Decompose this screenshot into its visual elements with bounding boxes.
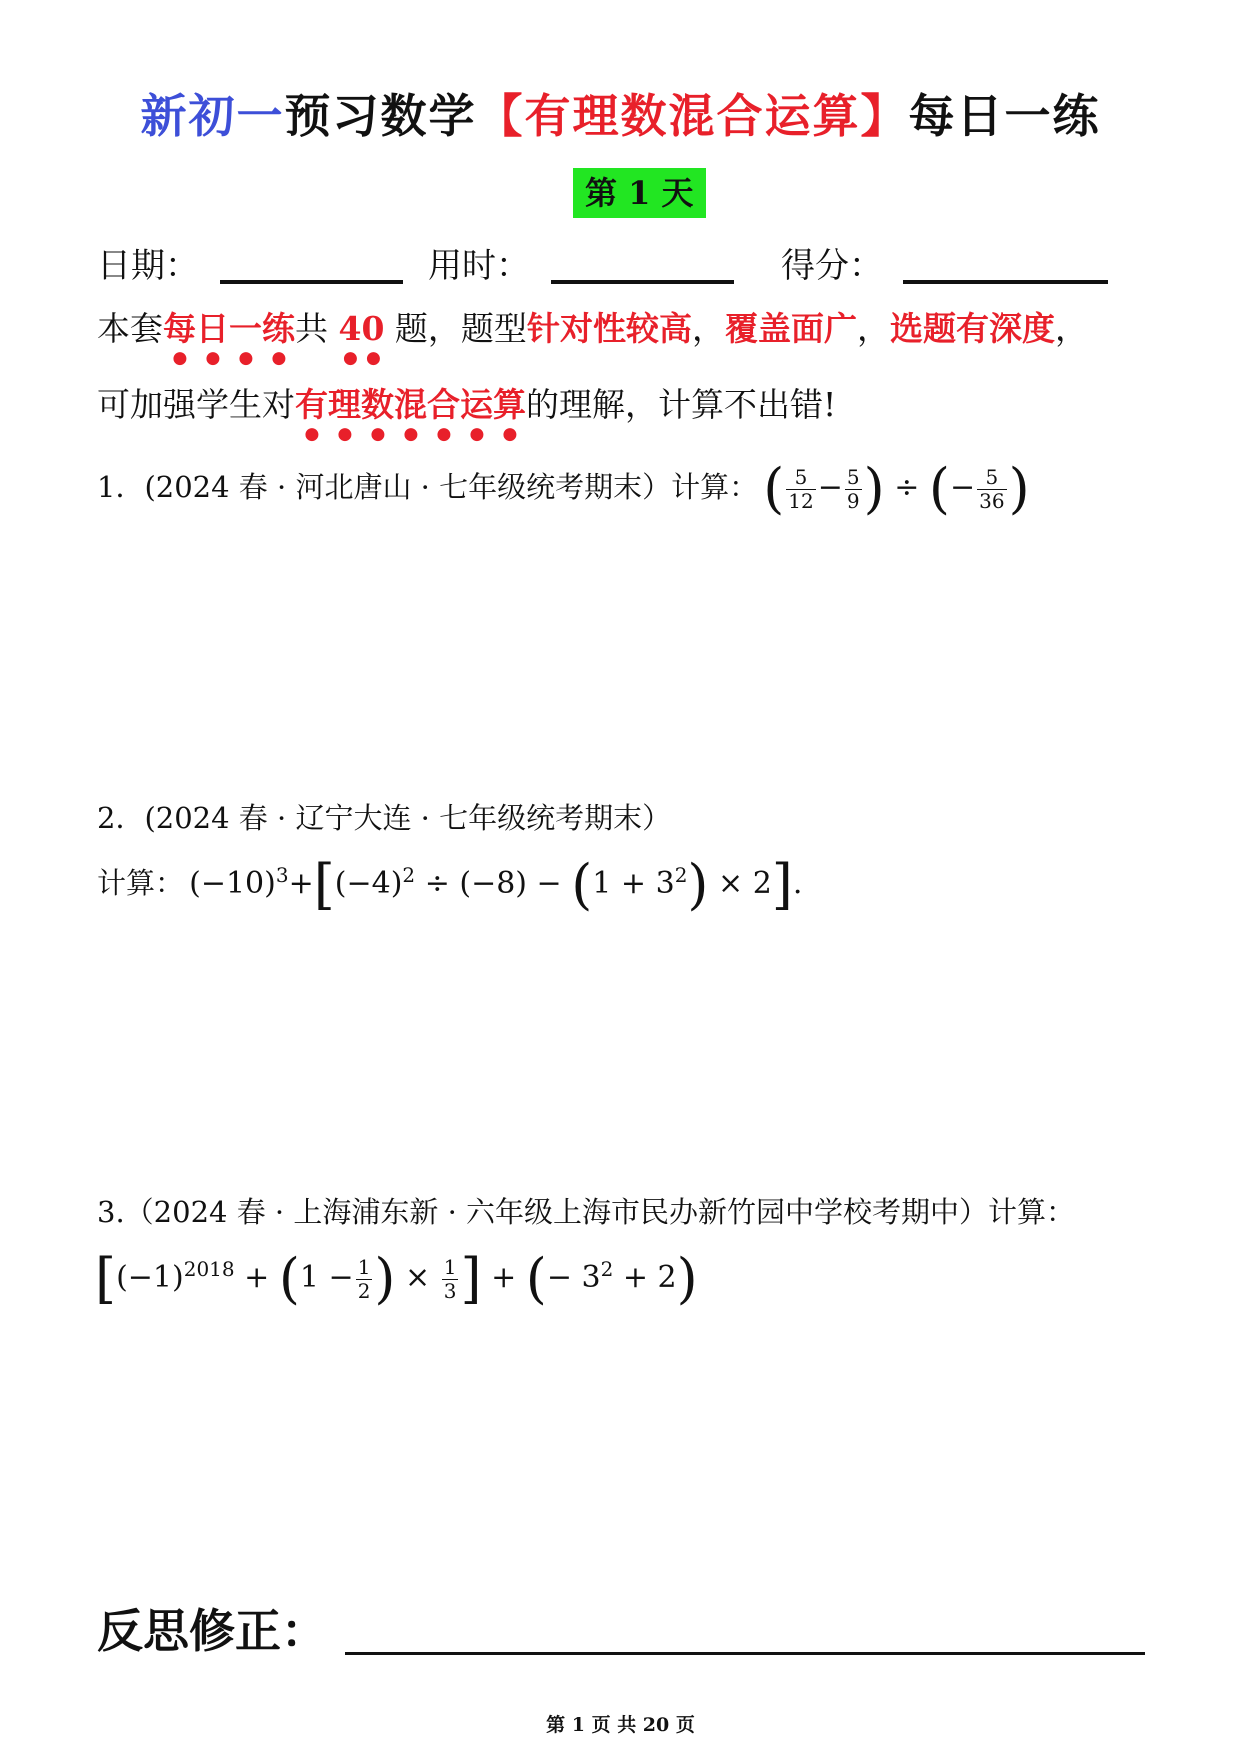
paren-open: ( <box>278 1247 300 1310</box>
intro-line-2 <box>97 379 836 444</box>
question-source: 1．(2024 春 · 河北唐山 · 七年级统考期末）计算： <box>97 470 759 504</box>
exponent: 2 <box>402 863 416 887</box>
time-used-label: 用时： <box>428 246 530 286</box>
question-expression <box>95 1247 698 1310</box>
expr-term: (−1) <box>116 1260 184 1295</box>
paren-open: ( <box>763 457 785 520</box>
operator: + <box>234 1260 279 1295</box>
question-count: 40 <box>338 309 385 348</box>
intro-text: ， <box>856 309 890 348</box>
expr-term: (−4) <box>334 866 403 901</box>
bracket-close: ] <box>771 853 793 916</box>
intro-highlight: 选题有深度 <box>889 309 1055 348</box>
question-expression <box>189 853 803 916</box>
title-grade: 新初一 <box>140 89 285 143</box>
title-subject: 预习数学 <box>284 89 477 143</box>
question-1 <box>97 457 1030 520</box>
question-3 <box>95 1247 698 1310</box>
expr-term: − 3 <box>546 1260 601 1295</box>
paren-open: ( <box>571 853 593 916</box>
paren-open: ( <box>928 457 950 520</box>
intro-text: 题，题型 <box>384 309 527 348</box>
question-2 <box>97 853 803 916</box>
bracket-close: ] <box>460 1247 482 1310</box>
fraction-denominator: 12 <box>788 488 814 513</box>
exponent: 2 <box>674 863 688 887</box>
operator: + <box>288 866 314 901</box>
fraction <box>442 1256 459 1303</box>
fraction-denominator: 2 <box>357 1278 371 1303</box>
day-badge: 第 1 天 <box>573 168 706 218</box>
paren-close: ) <box>863 457 885 520</box>
date-blank[interactable] <box>220 280 403 284</box>
fraction-numerator: 5 <box>846 464 860 489</box>
paren-close: ) <box>374 1247 396 1310</box>
title-topic: 【有理数混合运算】 <box>476 89 909 143</box>
intro-text: 共 <box>295 309 339 348</box>
fraction <box>356 1256 373 1303</box>
question-2-source: 2．(2024 春 · 辽宁大连 · 七年级统考期末） <box>97 801 672 835</box>
operator: − <box>817 470 843 505</box>
fraction <box>845 466 862 513</box>
intro-text: 本套 <box>97 309 163 348</box>
fraction-denominator: 36 <box>979 488 1005 513</box>
paren-close: ) <box>687 853 709 916</box>
fraction <box>786 466 815 513</box>
question-expression <box>763 457 1030 520</box>
intro-highlight: 针对性较高 <box>526 309 692 348</box>
intro-highlight: 每日一练 <box>163 309 295 348</box>
fraction-numerator: 1 <box>357 1254 371 1279</box>
exponent: 3 <box>275 863 289 887</box>
operator: × <box>395 1260 440 1295</box>
score-blank[interactable] <box>903 280 1108 284</box>
intro-line-1 <box>97 303 1088 368</box>
title-daily: 每日一练 <box>908 89 1101 143</box>
period: . <box>792 866 803 901</box>
intro-text: 的理解，计算不出错! <box>526 385 837 424</box>
page-title <box>0 80 1241 146</box>
expr-term: 1 − <box>299 1260 354 1295</box>
score-label: 得分： <box>781 246 883 286</box>
intro-text: 可加强学生对 <box>97 385 295 424</box>
bracket-open: [ <box>95 1247 117 1310</box>
bracket-open: [ <box>313 853 335 916</box>
paren-close: ) <box>1008 457 1030 520</box>
date-label: 日期： <box>97 246 199 286</box>
fraction-denominator: 9 <box>846 488 860 513</box>
question-prefix: 计算： <box>97 866 185 900</box>
expr-term: + 2 <box>613 1260 677 1295</box>
paren-open: ( <box>525 1247 547 1310</box>
time-used-blank[interactable] <box>551 280 734 284</box>
expr-term: (−10) <box>189 866 276 901</box>
exponent: 2 <box>600 1257 614 1281</box>
expr-term: × 2 <box>708 866 772 901</box>
intro-highlight: 覆盖面广 <box>724 309 857 348</box>
operator: ÷ <box>894 470 920 505</box>
exponent: 2018 <box>183 1257 235 1281</box>
intro-text: ， <box>1054 309 1088 348</box>
fraction-numerator: 5 <box>786 466 815 490</box>
expr-term: ÷ (−8) − <box>415 866 572 901</box>
paren-close: ) <box>676 1247 698 1310</box>
expr-term: 1 + 3 <box>592 866 675 901</box>
operator: + <box>481 1260 526 1295</box>
reflection-label: 反思修正： <box>97 1604 327 1658</box>
fraction-denominator: 3 <box>443 1278 457 1303</box>
page-footer: 第 1 页 共 20 页 <box>546 1714 695 1736</box>
fraction <box>977 466 1006 513</box>
fraction-numerator: 5 <box>977 466 1006 490</box>
intro-highlight: 有理数混合运算 <box>295 385 526 424</box>
question-3-source: 3.（2024 春 · 上海浦东新 · 六年级上海市民办新竹园中学校考期中）计算： <box>97 1195 1076 1229</box>
operator: − <box>950 470 976 505</box>
fraction-numerator: 1 <box>443 1254 457 1279</box>
intro-text: ， <box>691 309 725 348</box>
reflection-blank[interactable] <box>345 1652 1145 1655</box>
